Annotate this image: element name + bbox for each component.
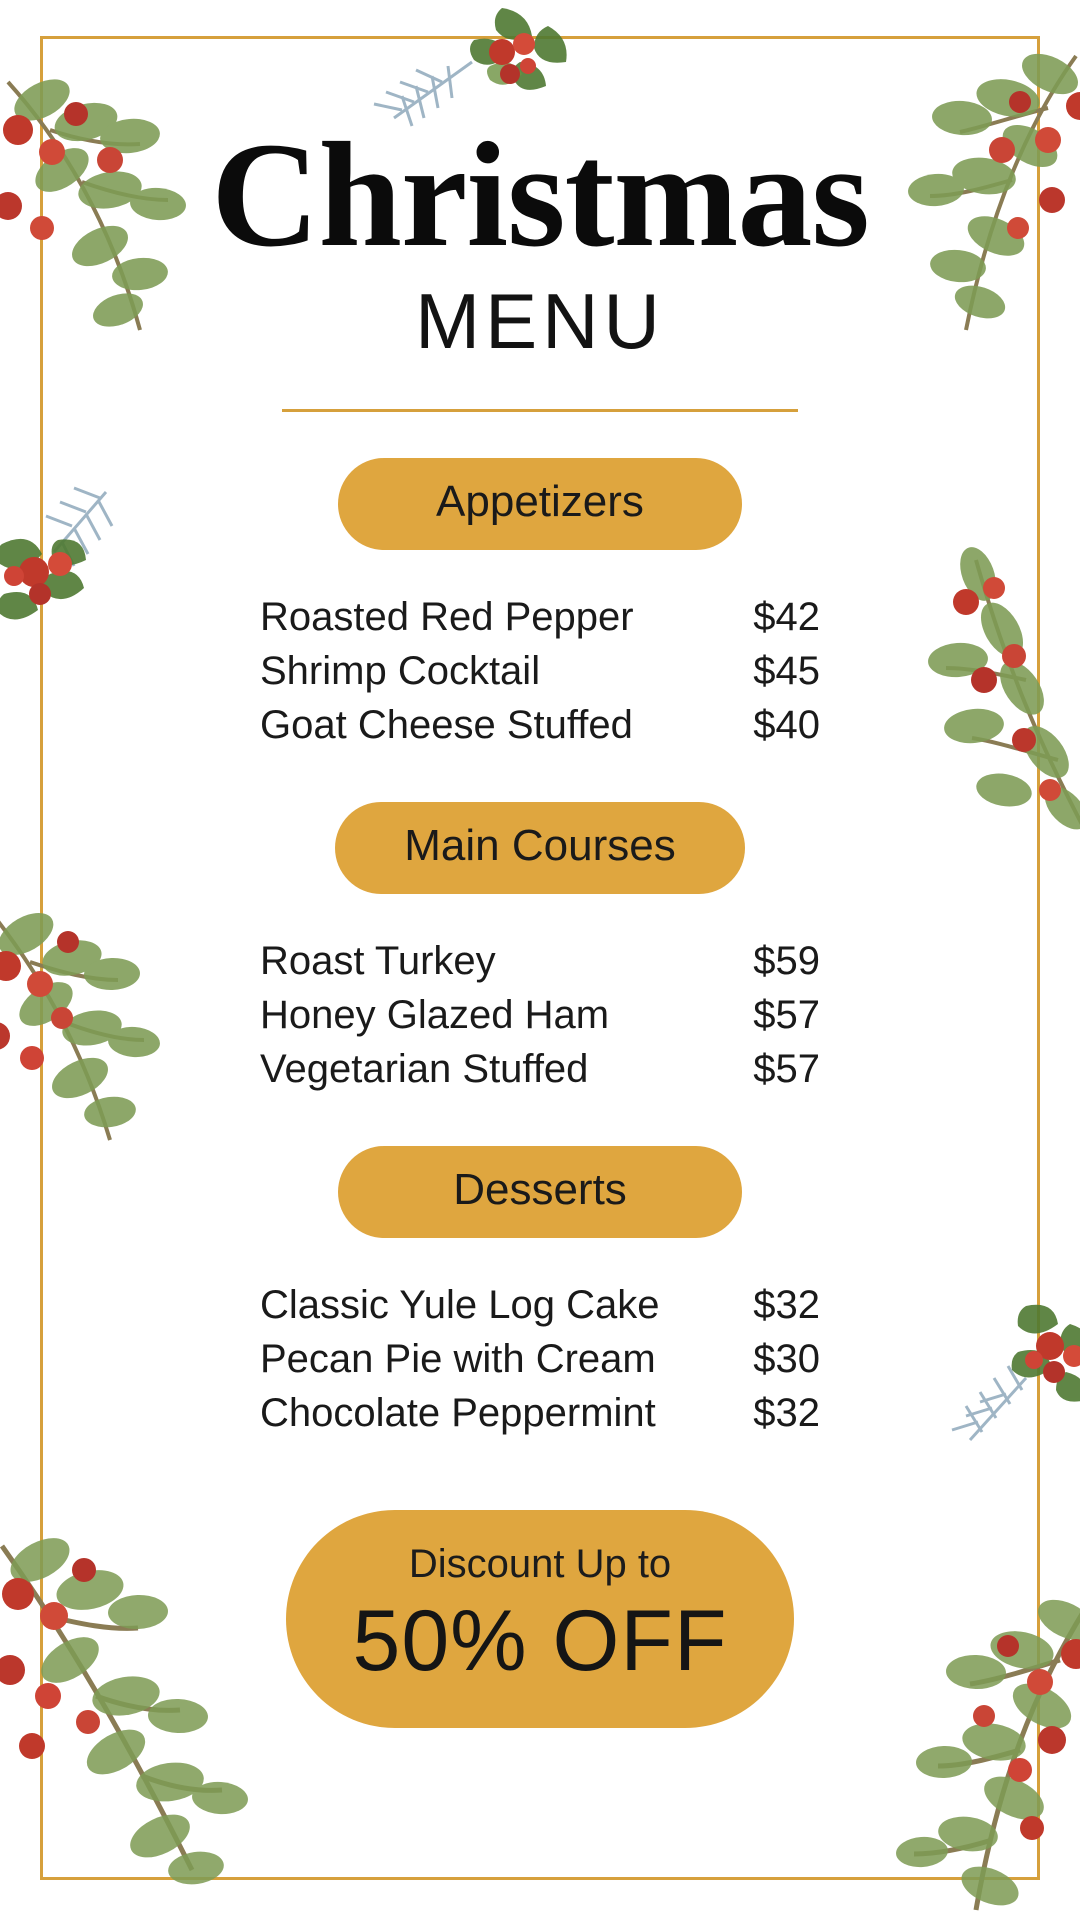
menu-item-price: $57: [753, 1047, 820, 1091]
menu-item-name: Roast Turkey: [260, 939, 496, 983]
item-list-appetizers: [260, 590, 820, 752]
menu-item-price: $59: [753, 939, 820, 983]
menu-item: [260, 590, 820, 644]
menu-item-price: $32: [753, 1283, 820, 1327]
page-subtitle: MENU: [415, 277, 665, 365]
menu-item-price: $40: [753, 703, 820, 747]
menu-item-name: Pecan Pie with Cream: [260, 1337, 656, 1381]
menu-item-name: Honey Glazed Ham: [260, 993, 610, 1037]
menu-item: [260, 1042, 820, 1096]
menu-item: [260, 1386, 820, 1440]
menu-item: [260, 644, 820, 698]
section-heading-main-courses: Main Courses: [335, 802, 745, 894]
discount-badge: [286, 1510, 794, 1728]
menu-item-price: $42: [753, 595, 820, 639]
menu-item: [260, 988, 820, 1042]
menu-item-price: $30: [753, 1337, 820, 1381]
menu-item-name: Classic Yule Log Cake: [260, 1283, 660, 1327]
section-heading-desserts: Desserts: [338, 1146, 742, 1238]
divider-rule: [282, 409, 798, 412]
discount-label: Discount Up to: [408, 1542, 672, 1586]
menu-section-desserts: [0, 1146, 1080, 1440]
menu-item-name: Chocolate Peppermint: [260, 1391, 656, 1435]
menu-item-name: Roasted Red Pepper: [260, 595, 634, 639]
menu-section-appetizers: [0, 458, 1080, 752]
menu-item-name: Goat Cheese Stuffed: [260, 703, 633, 747]
menu-item-price: $57: [753, 993, 820, 1037]
menu-item-name: Vegetarian Stuffed: [260, 1047, 589, 1091]
menu-section-main-courses: [0, 802, 1080, 1096]
item-list-desserts: [260, 1278, 820, 1440]
section-heading-appetizers: Appetizers: [338, 458, 742, 550]
discount-value: 50% OFF: [352, 1593, 728, 1689]
page-title: Christmas: [211, 112, 869, 278]
menu-item-name: Shrimp Cocktail: [260, 649, 541, 693]
menu-item: [260, 698, 820, 752]
menu-item: [260, 1278, 820, 1332]
menu-item: [260, 1332, 820, 1386]
item-list-main-courses: [260, 934, 820, 1096]
menu-item: [260, 934, 820, 988]
menu-item-price: $32: [753, 1391, 820, 1435]
menu-item-price: $45: [753, 649, 820, 693]
